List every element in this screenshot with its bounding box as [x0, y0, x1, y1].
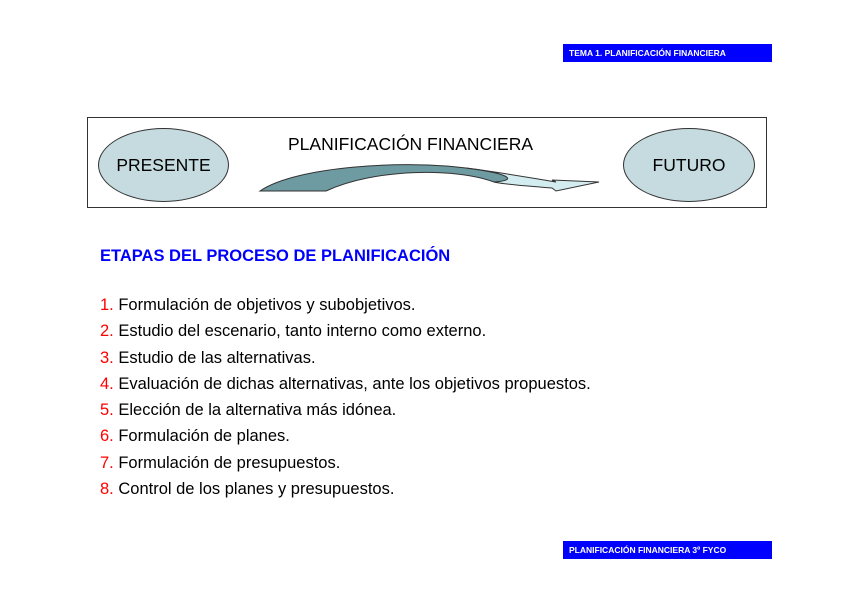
list-item [100, 476, 591, 502]
future-ellipse [623, 128, 755, 202]
step-text: Formulación de presupuestos. [113, 453, 341, 472]
step-text: Formulación de objetivos y subobjetivos. [113, 296, 416, 314]
present-label: PRESENTE [116, 154, 211, 175]
list-item [100, 345, 591, 371]
list-item [100, 318, 591, 344]
step-text: Estudio del escenario, tanto interno como externo. [113, 322, 487, 341]
footer-tag: PLANIFICACIÓN FINANCIERA 3º FYCO [563, 541, 772, 559]
step-number: 6. [100, 427, 114, 446]
present-ellipse [98, 128, 229, 202]
diagram-title: PLANIFICACIÓN FINANCIERA [288, 134, 534, 154]
list-item [100, 292, 591, 318]
curved-arrow-icon [256, 158, 606, 192]
step-number: 7. [100, 453, 114, 472]
step-text: Elección de la alternativa más idónea. [113, 401, 397, 420]
step-number: 3. [100, 348, 114, 367]
step-number: 8. [100, 480, 114, 499]
step-number: 1. [100, 296, 114, 314]
list-item [100, 423, 591, 449]
planning-diagram [87, 117, 767, 208]
step-text: Evaluación de dichas alternativas, ante los objetivos propuestos. [113, 374, 591, 393]
steps-list [100, 292, 591, 502]
step-text: Estudio de las alternativas. [113, 348, 316, 367]
step-number: 2. [100, 322, 114, 341]
header-tag: TEMA 1. PLANIFICACIÓN FINANCIERA [563, 44, 772, 62]
list-item [100, 371, 591, 397]
section-heading: ETAPAS DEL PROCESO DE PLANIFICACIÓN [100, 247, 451, 265]
list-item [100, 397, 591, 423]
step-text: Formulación de planes. [113, 427, 290, 446]
list-item [100, 450, 591, 476]
step-number: 5. [100, 401, 114, 420]
step-text: Control de los planes y presupuestos. [113, 480, 395, 499]
step-number: 4. [100, 374, 114, 393]
future-label: FUTURO [652, 154, 726, 175]
